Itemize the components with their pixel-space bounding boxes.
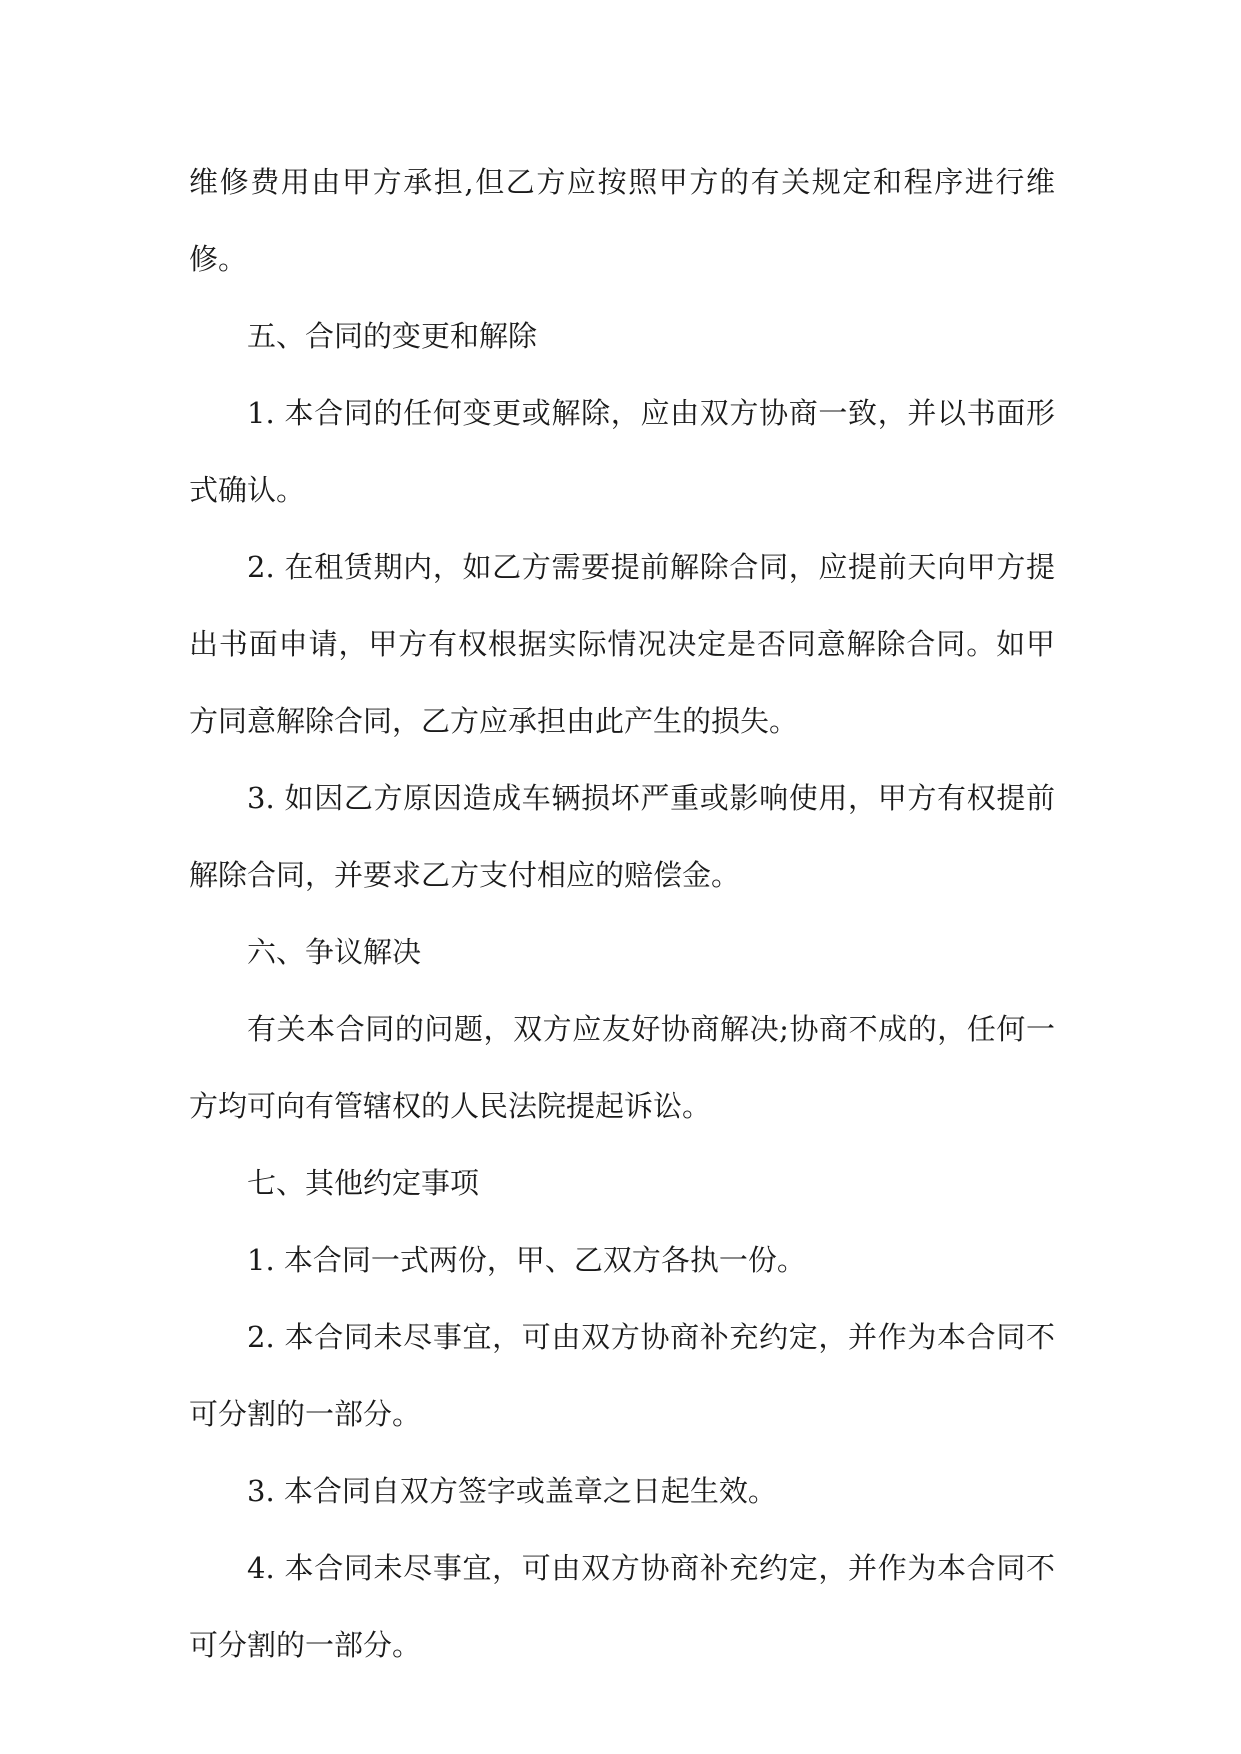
paragraph-repair-costs: 维修费用由甲方承担,但乙方应按照甲方的有关规定和程序进行维修。 [189, 165, 1055, 276]
clause-5-1: 1. 本合同的任何变更或解除，应由双方协商一致，并以书面形式确认。 [189, 396, 1055, 507]
clause-6-dispute: 有关本合同的问题，双方应友好协商解决;协商不成的，任何一方均可向有管辖权的人民法院提起诉讼。 [189, 1012, 1055, 1123]
section-heading-5: 五、合同的变更和解除 [247, 319, 538, 353]
document-body [189, 144, 1055, 1684]
clause-7-1: 1. 本合同一式两份，甲、乙双方各执一份。 [247, 1243, 806, 1277]
clause-5-3: 3. 如因乙方原因造成车辆损坏严重或影响使用，甲方有权提前解除合同，并要求乙方支付相应的赔偿金。 [189, 781, 1055, 892]
clause-5-2: 2. 在租赁期内，如乙方需要提前解除合同，应提前天向甲方提出书面申请，甲方有权根据实际情况决定是否同意解除合同。如甲方同意解除合同，乙方应承担由此产生的损失。 [189, 550, 1055, 738]
clause-7-4: 4. 本合同未尽事宜，可由双方协商补充约定，并作为本合同不可分割的一部分。 [189, 1551, 1055, 1662]
clause-7-2: 2. 本合同未尽事宜，可由双方协商补充约定，并作为本合同不可分割的一部分。 [189, 1320, 1055, 1431]
section-heading-6: 六、争议解决 [247, 935, 422, 969]
clause-7-3: 3. 本合同自双方签字或盖章之日起生效。 [247, 1474, 777, 1508]
section-heading-7: 七、其他约定事项 [247, 1166, 480, 1200]
